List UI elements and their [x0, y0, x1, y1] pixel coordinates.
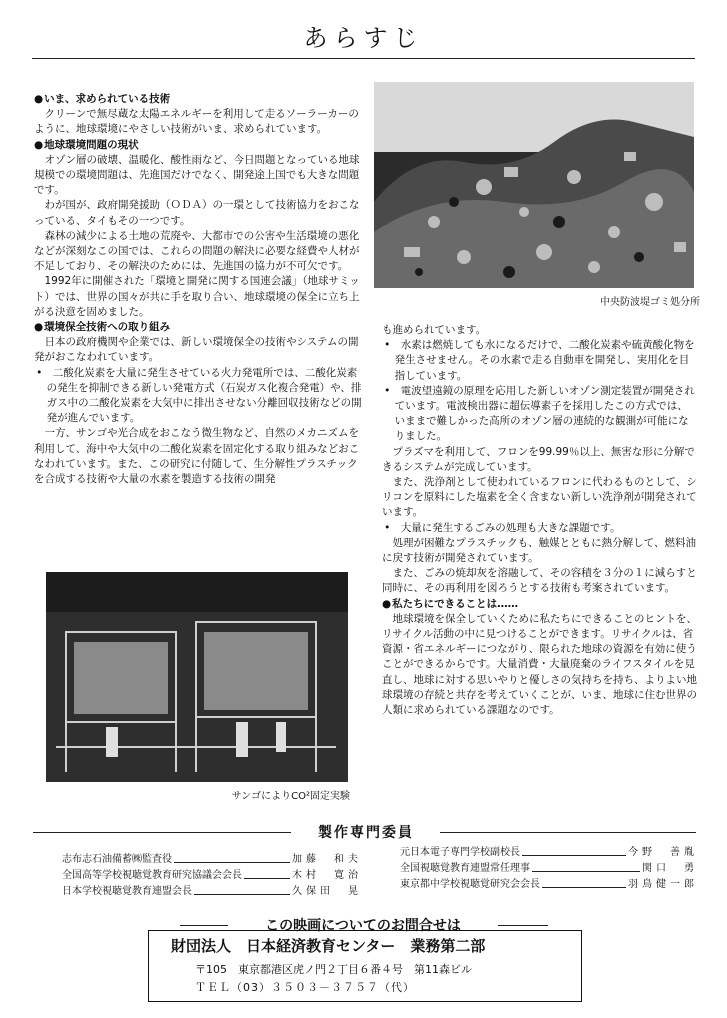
staff-row — [400, 845, 698, 861]
page-title: あらすじ — [303, 24, 424, 52]
section-heading: ● 環境保全技術への取り組み — [34, 320, 364, 335]
bullet-text: 水素は燃焼しても水になるだけで、二酸化炭素や硫黄酸化物を発生させません。その水素で走る自動車を開発し、実用化を目指しています。 — [394, 339, 695, 382]
staff-org: 東京都中学校視聴覚研究会会長 — [400, 879, 540, 890]
paragraph: 一方、サンゴや光合成をおこなう微生物など、自然のメカニズムを利用して、海中や大気中の二酸化炭素を固定化する取り組みなどおこなわれています。また、この研究に付随して、生分解性プラスチックを合成する技術や大量の水素を製造する技術の開発 — [34, 427, 360, 486]
section-heading: ● いま、求められている技術 — [34, 92, 364, 107]
bullet-text: 二酸化炭素を大量に発生させている火力発電所では、二酸化炭素の発生を抑制できる新しい発電方式（石炭ガス化複合発電）や、排ガス中の二酸化炭素を大気中に排出させない分離回収技術などの開発が進んでいます。 — [46, 366, 362, 425]
staff-rule-right — [440, 832, 696, 833]
paragraph: また、洗浄剤として使われているフロンに代わるものとして、シリコンを原料にした塩素を全く含まない新しい洗浄剤が開発されています。 — [382, 476, 697, 519]
contact-box — [148, 930, 582, 1002]
bullet-icon: • — [384, 521, 401, 534]
bullet-text: 大量に発生するごみの処理も大きな課題です。 — [400, 521, 621, 534]
leader-line — [522, 845, 626, 856]
paragraph: 地球環境を保全していくために私たちにできることのヒントを、リサイクル活動の中に見つけることができます。リサイクルは、省資源・省エネルギーにつながり、限られた地球の資源を有効に使うことができるからです。大量消費・大量廃棄のライフスタイルを見直し、地球に対する思いやりと優しさの気持ちを持ち、よりよい地球環境の存続と共存を考えていくことが、いま、地球に住む世界の人類に求められている課題なのです。 — [382, 612, 697, 717]
contact-heading: この映画についてのお問合せは — [265, 918, 461, 934]
staff-name: 木村 寛治 — [292, 870, 362, 881]
paragraph: クリーンで無尽蔵な太陽エネルギーを利用して走るソーラーカーのように、地球環境にやさしい技術がいま、求められています。 — [34, 108, 359, 136]
staff-row — [400, 861, 698, 877]
staff-org: 全国高等学校視聴覚教育研究協議会会長 — [62, 870, 242, 881]
staff-heading: 製作専門委員 — [318, 825, 414, 841]
bullet-icon: • — [384, 339, 401, 352]
staff-name: 羽鳥健一郎 — [628, 879, 698, 890]
staff-org: 全国視聴覚教育連盟常任理事 — [400, 863, 530, 874]
staff-list-right — [400, 845, 698, 893]
section-heading: ● 私たちにできることは…… — [382, 597, 698, 612]
paragraph: 日本の政府機関や企業では、新しい環境保全の技術やシステムの開発がおこなわれています。 — [34, 336, 359, 364]
staff-list-left — [62, 852, 362, 900]
staff-row — [62, 868, 362, 884]
staff-name: 関口 勇 — [642, 863, 698, 874]
photo-landfill-caption: 中央防波堤ゴミ処分所 — [600, 297, 700, 308]
staff-row — [400, 877, 698, 893]
leader-line — [194, 884, 290, 895]
bullet-paragraph — [382, 521, 698, 536]
bullet-icon: • — [36, 366, 53, 379]
staff-rule-left — [33, 832, 291, 833]
staff-row — [62, 884, 362, 900]
contact-rule-left — [180, 925, 228, 926]
contact-rule-right — [498, 925, 548, 926]
leader-line — [542, 877, 626, 888]
bullet-paragraph — [34, 366, 364, 427]
staff-row — [62, 852, 362, 868]
leader-line — [174, 852, 290, 863]
photo-coral-caption: サンゴによりCO²固定実験 — [231, 791, 350, 802]
paragraph: 1992年に開催された「環境と開発に関する国連会議」（地球サミット）では、世界の国々が共に手を取り合い、地球環境の保全に立ち上がる決意を固めました。 — [34, 275, 360, 318]
paragraph: オゾン層の破壊、温暖化、酸性雨など、今日問題となっている地球規模での環境問題は、先進国だけでなく、開発途上国でも大きな問題です。 — [34, 153, 360, 197]
leader-line — [532, 861, 640, 872]
paragraph: また、ごみの焼却灰を溶融して、その容積を３分の１に減らすと同時に、その再利用を図ろうとする技術も考案されています。 — [382, 567, 697, 595]
right-column — [382, 323, 698, 718]
staff-org: 日本学校視聴覚教育連盟会長 — [62, 886, 192, 897]
staff-org: 志布志石油備蓄㈱監査役 — [62, 854, 172, 865]
staff-name: 久保田 晃 — [292, 886, 362, 897]
photo-coral-experiment — [46, 572, 348, 782]
left-column — [34, 92, 364, 487]
contact-address: 〒105 東京都港区虎ノ門２丁目６番４号 第11森ビル — [195, 963, 472, 976]
title-rule — [32, 58, 695, 59]
paragraph: わが国が、政府開発援助（ＯＤＡ）の一環として技術協力をおこなっている、タイもその一つです。 — [34, 199, 360, 227]
paragraph: プラズマを利用して、フロンを99.99％以上、無害な形に分解できるシステムが完成しています。 — [382, 445, 695, 473]
staff-name: 加藤 和夫 — [292, 854, 362, 865]
staff-org: 元日本電子専門学校副校長 — [400, 847, 520, 858]
contact-org: 財団法人 日本経済教育センター 業務第二部 — [171, 937, 486, 955]
bullet-icon: • — [384, 384, 401, 397]
bullet-text: 電波望遠鏡の原理を応用した新しいオゾン測定装置が開発されています。電波検出器に超伝導素子を採用したこの方式では、いままで難しかった高所のオゾン層の連続的な観測が可能になりました。 — [394, 384, 695, 443]
section-heading: ● 地球環境問題の現状 — [34, 138, 364, 153]
coral-experiment-image — [46, 572, 348, 782]
photo-landfill — [374, 82, 694, 288]
bullet-paragraph — [382, 338, 698, 384]
staff-name: 今野 善胤 — [628, 847, 698, 858]
bullet-paragraph — [382, 384, 698, 445]
leader-line — [244, 868, 290, 879]
paragraph: 森林の減少による土地の荒廃や、大都市での公害や生活環境の悪化などが深刻なこの国では、これらの問題の解決に必要な経費や人材が不足しており、その解決のためには、先進国の協力が不可欠です。 — [34, 229, 360, 273]
paragraph: 処理が困難なプラスチックも、触媒とともに熱分解して、燃料油に戻す技術が開発されています。 — [382, 536, 696, 565]
paragraph: も進められています。 — [382, 324, 487, 336]
landfill-image — [374, 82, 694, 288]
contact-tel: ＴＥＬ（03）３５０３－３７５７（代） — [195, 981, 415, 994]
